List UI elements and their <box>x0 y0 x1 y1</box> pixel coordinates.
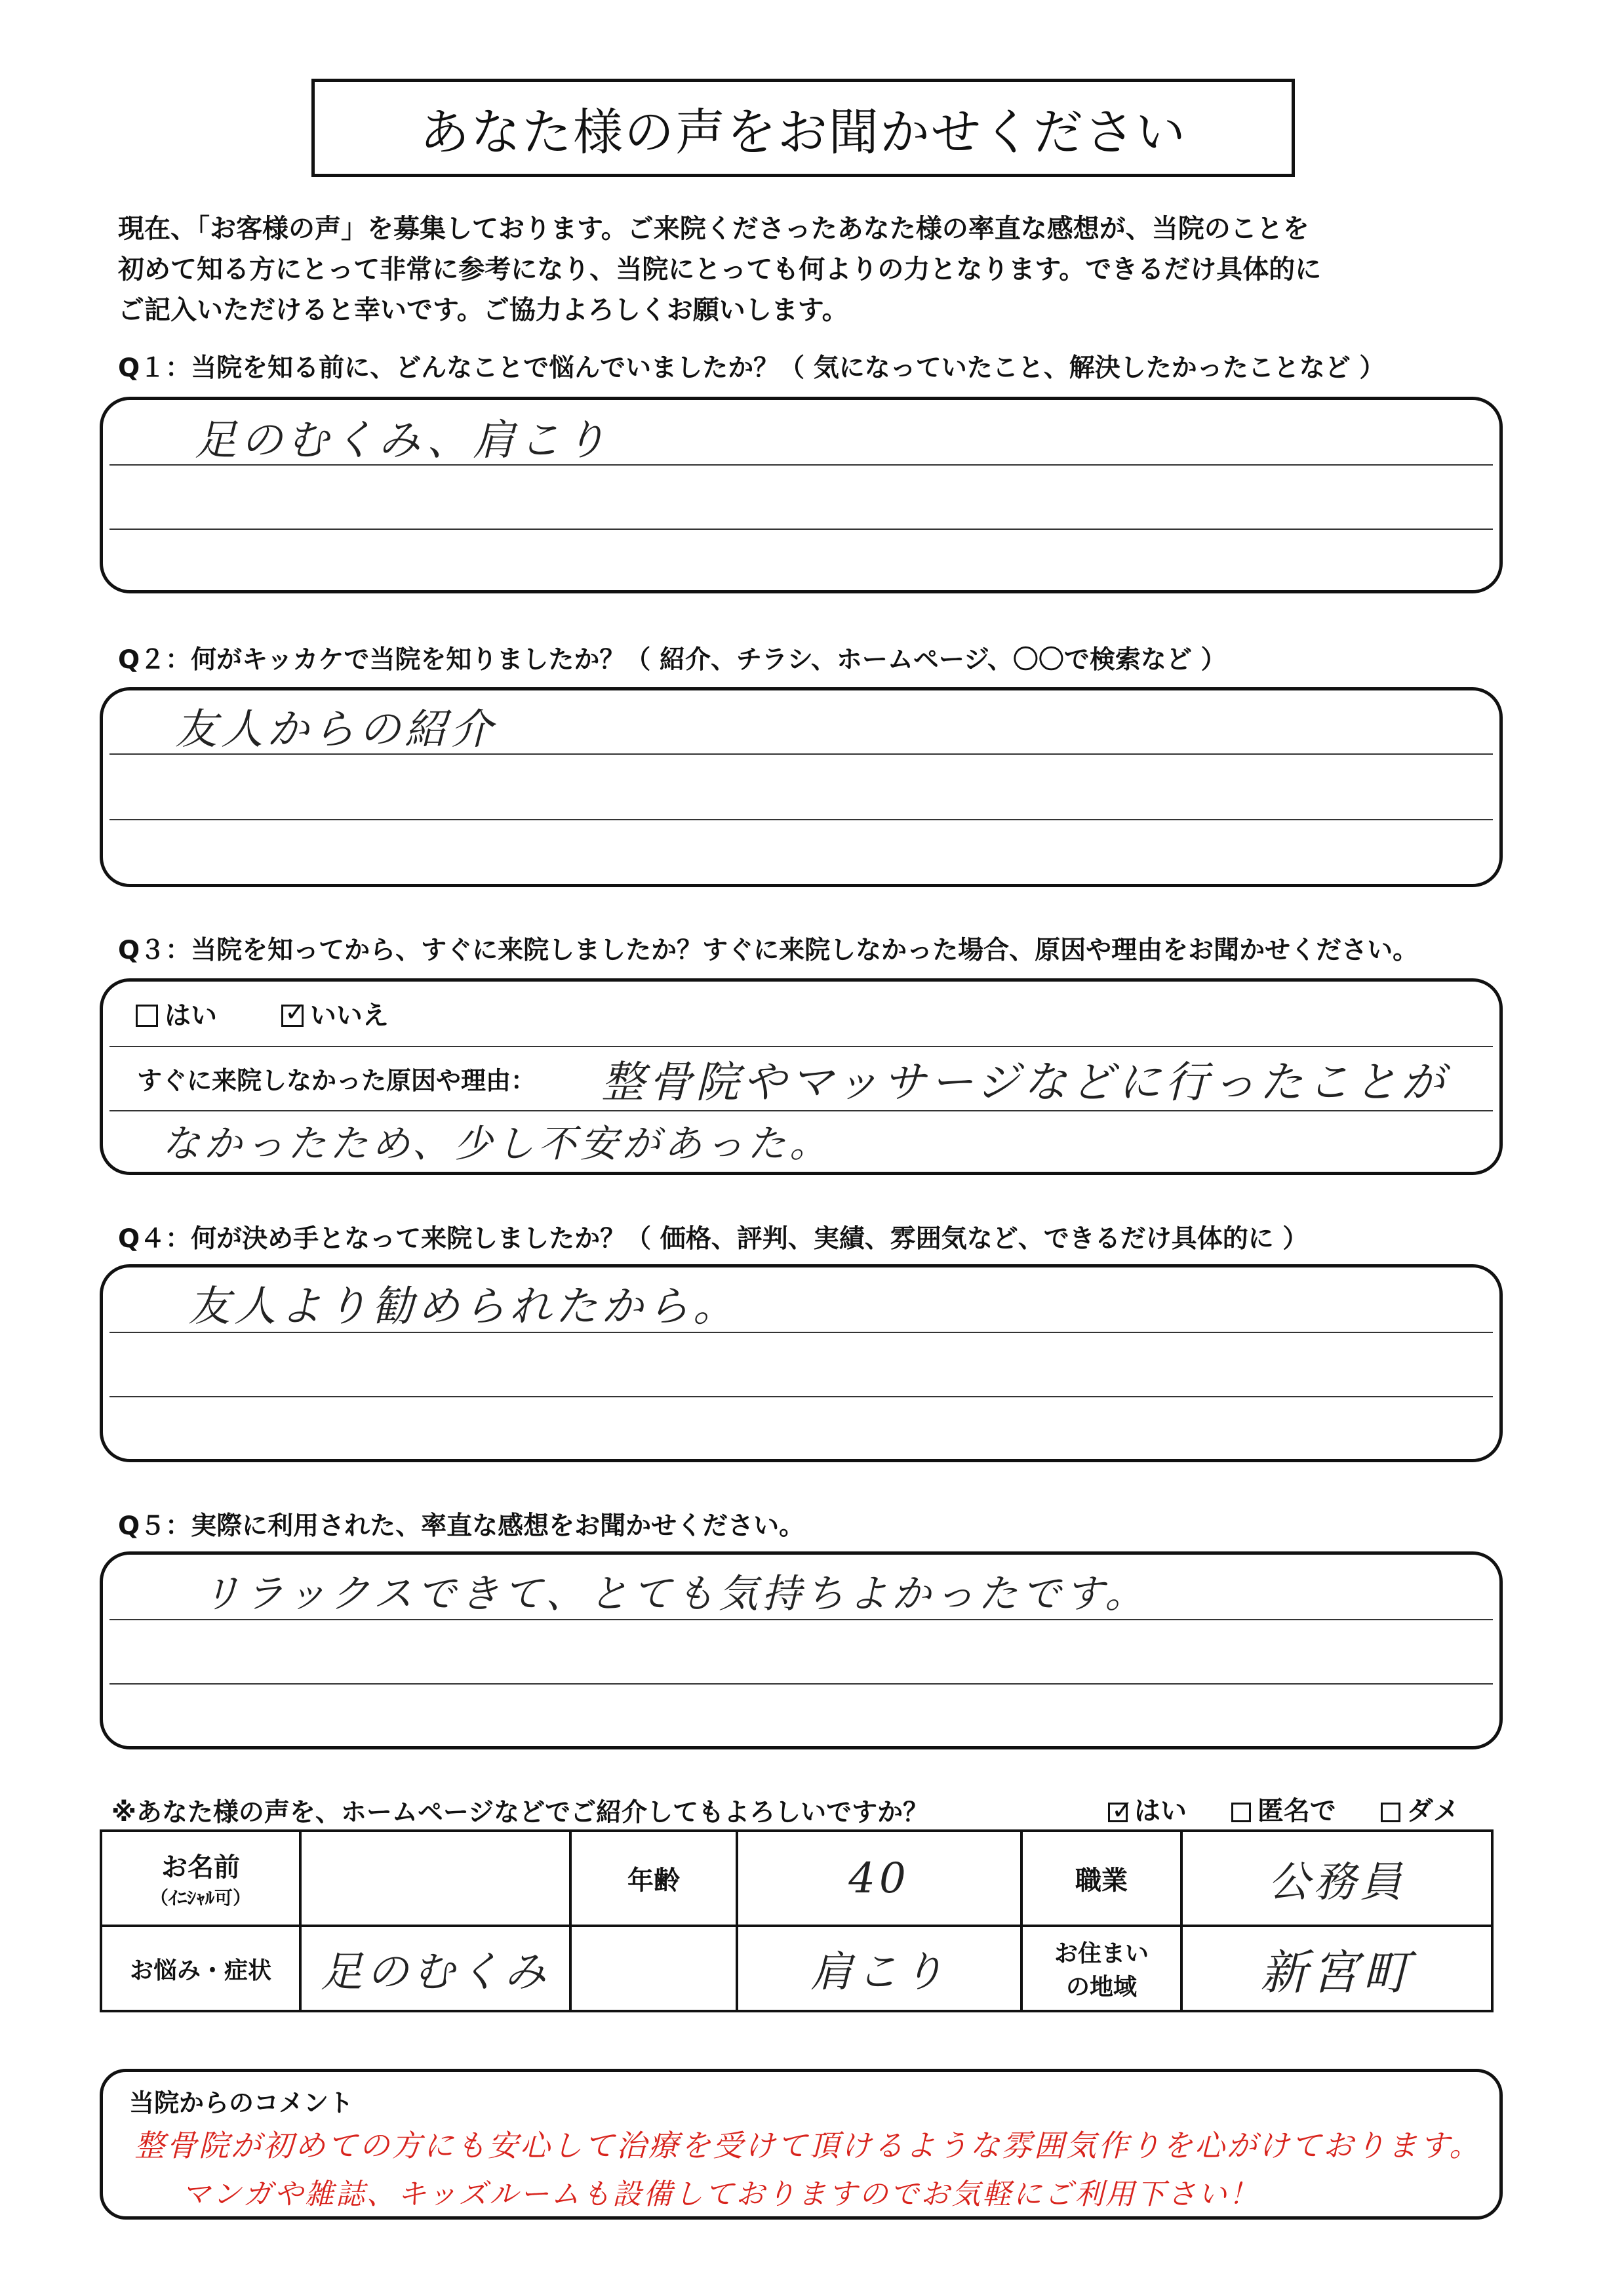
q3-answer-line-1: 整骨院やマッサージなどに行ったことが <box>601 1057 1449 1108</box>
q3-label: Q３：当院を知ってから、すぐに来院しましたか？すぐに来院しなかった場合、原因や理由をお聞かせください。 <box>118 936 1419 965</box>
comment-label: 当院からのコメント <box>129 2088 354 2117</box>
q5-answer-box[interactable] <box>100 1551 1503 1749</box>
age-label: 年齢 <box>627 1866 680 1896</box>
q3-answer-box[interactable] <box>100 978 1503 1175</box>
consent-anon-label: 匿名で <box>1257 1796 1336 1826</box>
area-value: 新宮町 <box>1259 1945 1414 2000</box>
job-value-cell[interactable] <box>1181 1831 1492 1926</box>
consent-yes-checkbox[interactable] <box>1108 1795 1134 1826</box>
check-mark-icon: ✓ <box>284 997 307 1028</box>
intro-text <box>118 209 1528 330</box>
consent-yes-label: はい <box>1134 1796 1187 1826</box>
age-label-cell <box>570 1831 737 1926</box>
symptom-3-cell[interactable] <box>737 1926 1021 2011</box>
ruled-line <box>109 529 1493 530</box>
q5-label: Q５：実際に利用された、率直な感想をお聞かせください。 <box>118 1511 805 1541</box>
q4-answer: 友人より勧められたから。 <box>188 1283 739 1331</box>
q1-label: Q１：当院を知る前に、どんなことで悩んでいましたか？（ 気になっていたこと、解決したかったことなど ） <box>118 353 1385 383</box>
q3-answer-line-2: なかったため、少し不安があった。 <box>162 1121 832 1166</box>
consent-no-checkbox[interactable] <box>1381 1803 1400 1822</box>
symptom-label: お悩み・症状 <box>129 1957 271 1984</box>
area-label-cell <box>1021 1926 1181 2011</box>
comment-line-1: 整骨院が初めての方にも安心して治療を受けて頂けるような雰囲気作りを心がけております。 <box>134 2128 1482 2163</box>
name-label-cell <box>101 1831 300 1926</box>
intro-line: 現在、「お客様の声」を募集しております。ご来院くださったあなた様の率直な感想が、当院のことを <box>118 214 1309 244</box>
q1-answer: 足のむくみ、肩こり <box>195 416 610 465</box>
ruled-line <box>109 1110 1493 1111</box>
ruled-line <box>109 1396 1493 1397</box>
area-value-cell[interactable] <box>1181 1926 1492 2011</box>
q2-answer-box[interactable] <box>100 687 1503 887</box>
ruled-line <box>109 1683 1493 1685</box>
consent-no-label: ダメ <box>1406 1796 1459 1826</box>
q3-yes-label: はい <box>165 1001 217 1031</box>
name-sub-label: （ｲﾆｼｬﾙ可） <box>149 1887 251 1909</box>
consent-question: ※あなた様の声を、ホームページなどでご紹介してもよろしいですか？ <box>111 1798 929 1827</box>
page-title: あなた様の声をお聞かせください <box>311 79 1295 177</box>
q4-label: Q４：何が決め手となって来院しましたか？（ 価格、評判、実績、雰囲気など、できるだけ具体的に ） <box>118 1224 1309 1254</box>
ruled-line <box>109 819 1493 820</box>
symptom-label-cell <box>101 1926 300 2011</box>
q3-reason-label: すぐに来院しなかった原因や理由： <box>137 1066 536 1095</box>
q1-answer-box[interactable] <box>100 397 1503 593</box>
q3-no-label: いいえ <box>309 1001 389 1031</box>
age-value-cell[interactable] <box>737 1831 1021 1926</box>
age-value: 40 <box>848 1854 910 1903</box>
symptom-3: 肩こり <box>810 1948 948 1997</box>
q2-label: Q２：何がキッカケで当院を知りましたか？（ 紹介、チラシ、ホームページ、〇〇で検索など ） <box>118 645 1227 675</box>
area-label-2: の地域 <box>1065 1974 1137 2001</box>
job-label-cell <box>1021 1831 1181 1926</box>
q3-no-checkbox[interactable] <box>281 997 307 1028</box>
symptom-2-cell[interactable] <box>570 1926 737 2011</box>
intro-line: 初めて知る方にとって非常に参考になり、当院にとっても何よりの力となります。できるだけ具体的に <box>118 254 1322 285</box>
consent-options <box>1108 1790 1459 1827</box>
name-label: お名前 <box>161 1852 240 1883</box>
info-table <box>100 1829 1494 2012</box>
symptom-1-cell[interactable] <box>300 1926 570 2011</box>
job-value: 公務員 <box>1268 1858 1406 1907</box>
q4-answer-box[interactable] <box>100 1264 1503 1462</box>
comment-line-2: マンガや雑誌、キッズルームも設備しておりますのでお気軽にご利用下さい！ <box>182 2178 1260 2211</box>
q2-answer: 友人からの紹介 <box>175 706 496 754</box>
area-label-1: お住まい <box>1054 1940 1149 1967</box>
comment-box <box>100 2069 1503 2220</box>
q5-answer: リラックスできて、とても気持ちよかったです。 <box>201 1571 1149 1617</box>
check-mark-icon: ✓ <box>1111 1795 1134 1826</box>
intro-line: ご記入いただけると幸いです。ご協力よろしくお願いします。 <box>118 295 848 325</box>
consent-anon-checkbox[interactable] <box>1231 1803 1251 1822</box>
name-value-cell[interactable] <box>300 1831 570 1926</box>
q3-yes-checkbox[interactable] <box>136 1005 158 1027</box>
q3-options <box>136 995 389 1032</box>
ruled-line <box>109 1619 1493 1620</box>
symptom-1: 足のむくみ <box>321 1948 550 1997</box>
job-label: 職業 <box>1075 1866 1128 1896</box>
